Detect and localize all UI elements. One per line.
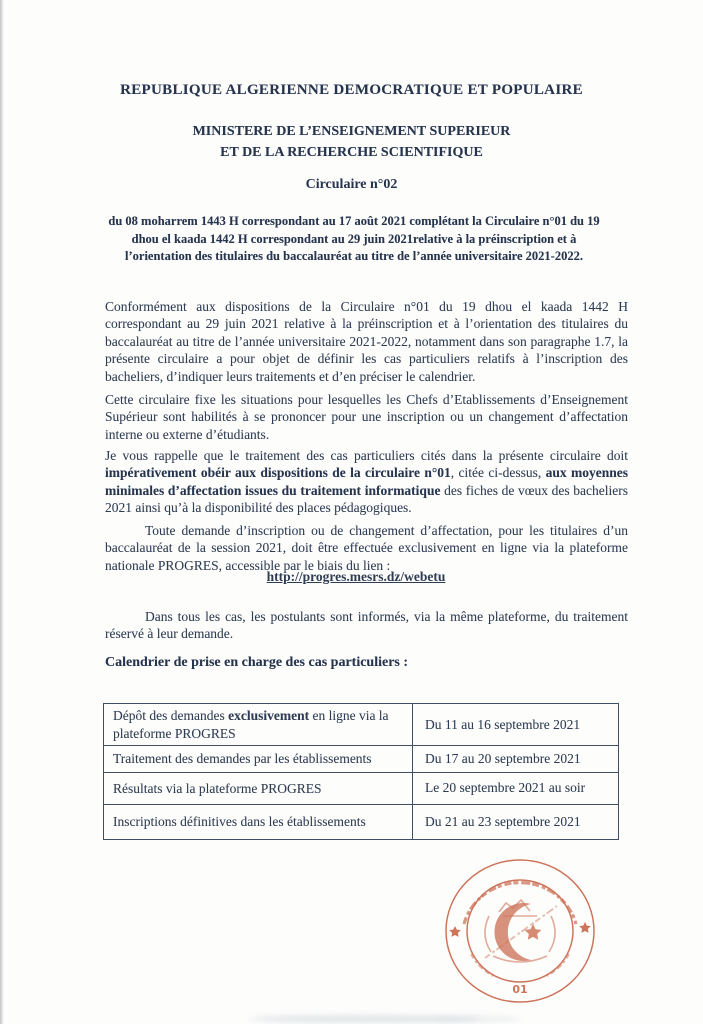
paragraph-dans-tous-les-cas: Dans tous les cas, les postulants sont informés, via la même plateforme, du traitement réservé à leur demande. [105, 608, 628, 641]
republic-title: REPUBLIQUE ALGERIENNE DEMOCRATIQUE ET POPULAIRE [120, 82, 583, 98]
progres-link[interactable]: http://progres.mesrs.dz/webetu [266, 569, 446, 584]
table-row [104, 772, 619, 805]
official-stamp [441, 856, 599, 1006]
table-row [104, 746, 619, 773]
row-date: Le 20 septembre 2021 au soir [413, 772, 619, 805]
row-label: Dépôt des demandes exclusivement en ligne via la plateforme PROGRES [104, 704, 413, 746]
scan-smudge-artifact [430, 1016, 520, 1022]
row-label: Inscriptions définitives dans les établissements [104, 805, 413, 840]
paragraph-conformement: Conformément aux dispositions de la Circulaire n°01 du 19 dhou el kaada 1442 H correspondant au 29 juin 2021 relative à la préinscription et à l’orientation des titulaires du baccalauréat au titre de l’année universitaire 2021-2022, notamment dans son paragraphe 1.7, la présente circulaire a pour objet de définir les cas particuliers relatifs à l’inscription des bacheliers, d’indiquer leurs traitements et d’en préciser le calendrier. [105, 298, 628, 384]
table-row [104, 704, 619, 746]
calendar-table [103, 703, 619, 840]
circular-subtitle: du 08 moharrem 1443 H correspondant au 17 août 2021 complétant la Circulaire n°01 du 19 dhou el kaada 1442 H correspondant au 29 juin 2021relative à la préinscription et à l’orientation des titulaires du baccalauréat au titre de l’année universitaire 2021-2022. [108, 214, 600, 263]
row-label: Traitement des demandes par les établissements [104, 746, 413, 773]
row-date: Du 21 au 23 septembre 2021 [413, 805, 619, 840]
row-date: Du 11 au 16 septembre 2021 [413, 704, 619, 746]
paragraph-cette-circulaire: Cette circulaire fixe les situations pour lesquelles les Chefs d’Etablissements d’Enseignement Supérieur sont habilités à se prononcer pour une inscription ou un changement d’affectation interne ou externe d’étudiants. [105, 391, 628, 442]
stamp-outer-ring [446, 860, 594, 1002]
circular-number-title: Circulaire n°02 [305, 177, 398, 192]
calendar-heading: Calendrier de prise en charge des cas particuliers : [105, 655, 409, 670]
stamp-number: 01 [512, 983, 528, 996]
ministry-title-line2: ET DE LA RECHERCHE SCIENTIFIQUE [220, 145, 483, 160]
paragraph-toute-demande: Toute demande d’inscription ou de changement d’affectation, pour les titulaires d’un baccalauréat de la session 2021, doit être effectuée exclusivement en ligne via la plateforme nationale PROGRES, accessible par le biais du lien : [105, 522, 628, 573]
stamp-side-stars [449, 922, 591, 937]
paragraph-rappel: Je vous rappelle que le traitement des cas particuliers cités dans la présente circulaire doit impérativement obéir aux dispositions de la circulaire n°01, citée ci-dessus, aux moyennes minimales d’affectation issues du traitement informatique des fiches de vœux des bacheliers 2021 ainsi qu’à la disponibilité des places pédagogiques. [105, 447, 629, 515]
ministry-title [0, 121, 703, 163]
row-date: Du 17 au 20 septembre 2021 [413, 746, 619, 773]
ministry-title-line1: MINISTERE DE L’ENSEIGNEMENT SUPERIEUR [192, 124, 511, 139]
table-row [104, 805, 619, 840]
row-label: Résultats via la plateforme PROGRES [104, 772, 413, 805]
progres-link-line [105, 569, 607, 585]
